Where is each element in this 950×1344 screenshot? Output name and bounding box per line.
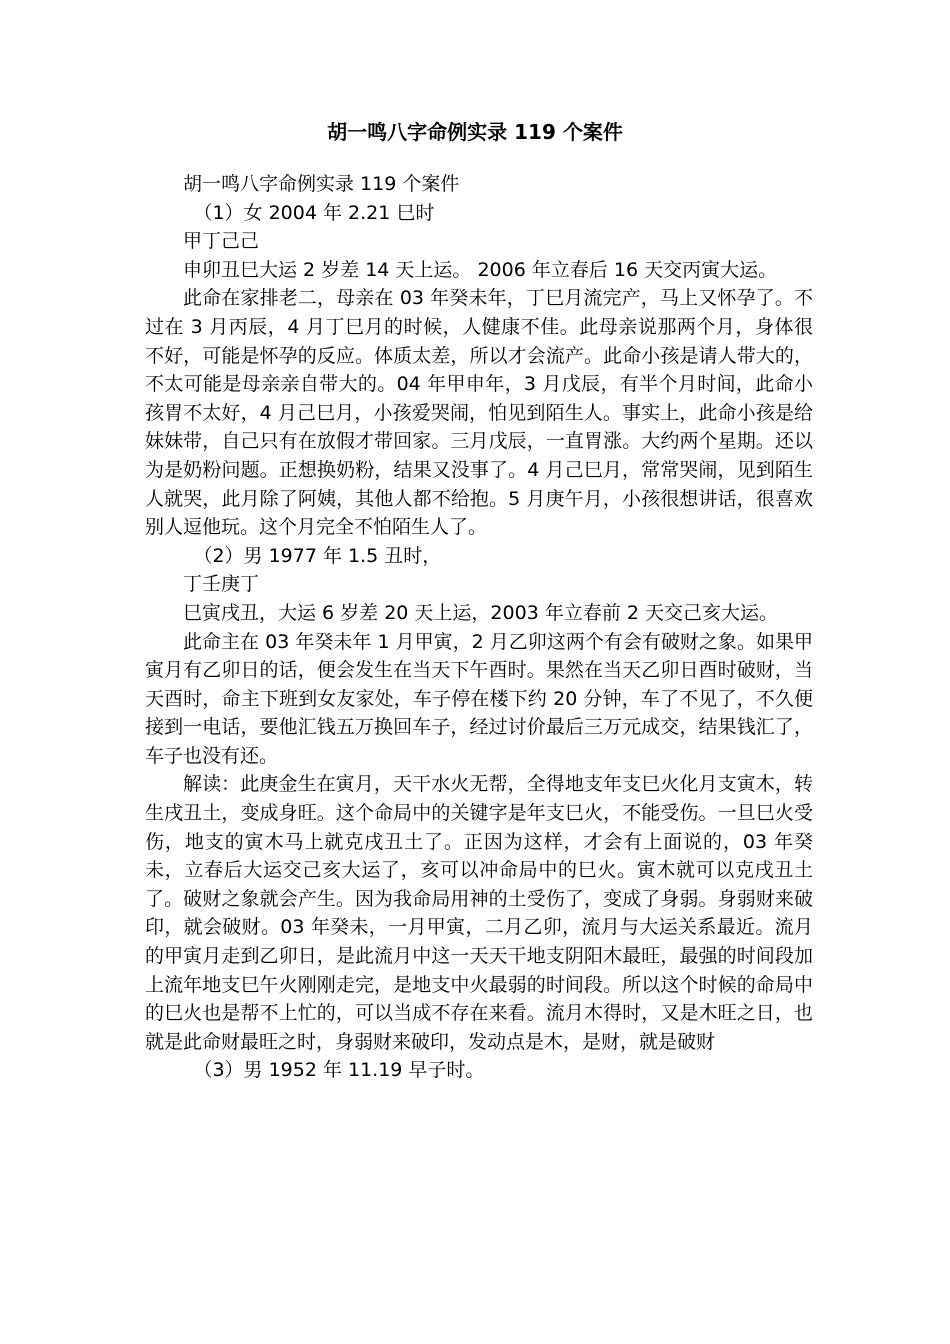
document-body bbox=[145, 170, 813, 1085]
paragraph-case2-header: （2）男 1977 年 1.5 丑时， bbox=[193, 544, 442, 567]
paragraph-case2-stems: 丁壬庚丁 bbox=[183, 573, 260, 596]
paragraph-case1-story: 此命在家排老二，母亲在 03 年癸未年，丁巳月流完产，马上又怀孕了。不过在 3 月丙辰，4 月丁巳月的时候，人健康不佳。此母亲说那两个月，身体很不好，可能是怀孕的反应。体质太差，所以才会流产。此命小孩是请人带大的，不太可能是母亲亲自带大的。04 年甲申年，3 月戊辰，有半个月时间，此命小孩胃不太好，4 月己巳月，小孩爱哭闹，怕见到陌生人。事实上，此命小孩是给妹妹带，自己只有在放假才带回家。三月戊辰，一直胃涨。大约两个星期。还以为是奶粉问题。正想换奶粉，结果又没事了。4 月己巳月，常常哭闹，见到陌生人就哭，此月除了阿姨，其他人都不给抱。5 月庚午月，小孩很想讲话，很喜欢别人逗他玩。这个月完全不怕陌生人了。 bbox=[145, 287, 813, 539]
paragraph-subtitle: 胡一鸣八字命例实录 119 个案件 bbox=[183, 173, 460, 195]
paragraph-case2-branches: 巳寅戌丑，大运 6 岁差 20 天上运，2003 年立春前 2 天交己亥大运。 bbox=[183, 601, 778, 624]
paragraph-case1-stems: 甲丁己己 bbox=[183, 230, 260, 253]
paragraph-case1-header: （1）女 2004 年 2.21 巳时 bbox=[193, 201, 435, 224]
paragraph-case1-branches: 申卯丑巳大运 2 岁差 14 天上运。 2006 年立春后 16 天交丙寅大运。 bbox=[183, 258, 778, 281]
document-title: 胡一鸣八字命例实录 119 个案件 bbox=[327, 120, 623, 144]
paragraph-case2-story: 此命主在 03 年癸未年 1 月甲寅，2 月乙卯这两个有会有破财之象。如果甲寅月有乙卯日的话，便会发生在当天下午酉时。果然在当天乙卯日酉时破财，当天酉时，命主下班到女友家处，车子停在楼下约 20 分钟，车了不见了，不久便接到一电话，要他汇钱五万换回车子，经过讨价最后三万元成交，结果钱汇了，车子也没有还。 bbox=[145, 630, 813, 767]
paragraph-case2-analysis: 解读：此庚金生在寅月，天干水火无帮，全得地支年支巳火化月支寅木，转生戌丑土，变成身旺。这个命局中的关键字是年支巳火，不能受伤。一旦巳火受伤，地支的寅木马上就克戌丑土了。正因为这样，才会有上面说的，03 年癸未，立春后大运交己亥大运了，亥可以冲命局中的巳火。寅木就可以克戌丑土了。破财之象就会产生。因为我命局用神的土受伤了，变成了身弱。身弱财来破印，就会破财。03 年癸未，一月甲寅，二月乙卯，流月与大运关系最近。流月的甲寅月走到乙卯日，是此流月中这一天天干地支阴阳木最旺，最强的时间段加上流年地支巳午火刚刚走完，是地支中火最弱的时间段。所以这个时候的命局中的巳火也是帮不上忙的，可以当成不存在来看。流月木得时，又是木旺之日，也就是此命财最旺之时，身弱财来破印，发动点是木，是财，就是破财 bbox=[145, 773, 813, 1053]
paragraph-case3-header: （3）男 1952 年 11.19 早子时。 bbox=[193, 1059, 485, 1082]
